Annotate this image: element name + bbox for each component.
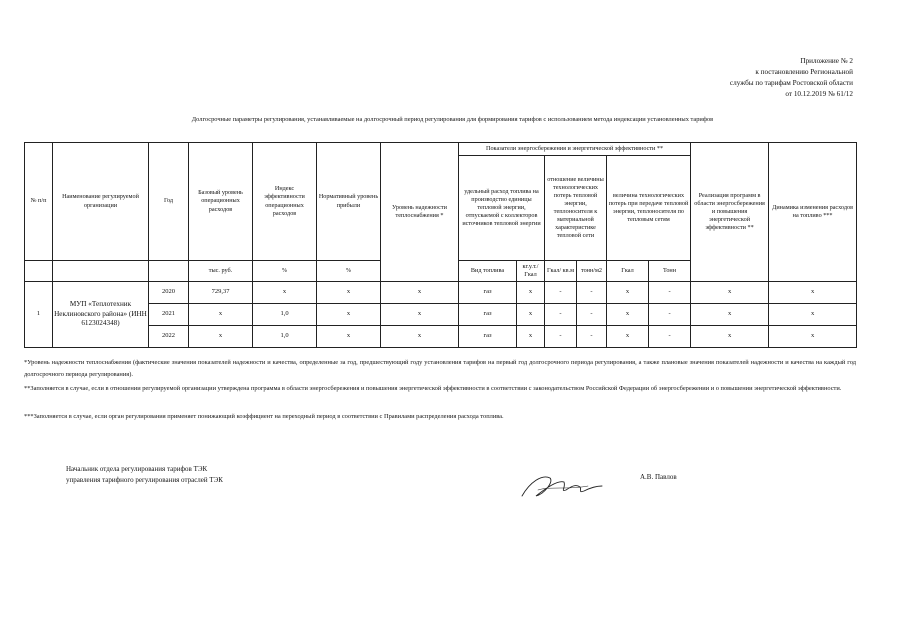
org-num: 1 bbox=[25, 282, 53, 348]
cell-fuel-rate: х bbox=[517, 304, 545, 326]
cell-loss-ratio-1: - bbox=[545, 282, 577, 304]
unit-blank bbox=[149, 261, 189, 282]
cell-loss-value-1: х bbox=[607, 326, 649, 348]
cell-programs: х bbox=[691, 282, 769, 304]
header-fuel-dynamics: Динамика изменения расходов на топливо *** bbox=[769, 143, 857, 282]
cell-index: х bbox=[253, 282, 317, 304]
cell-loss-ratio-1: - bbox=[545, 304, 577, 326]
cell-base: 729,37 bbox=[189, 282, 253, 304]
cell-fuel-rate: х bbox=[517, 282, 545, 304]
parameters-table bbox=[24, 142, 857, 348]
cell-dynamics: х bbox=[769, 304, 857, 326]
header-loss-value: величина технологических потерь при передаче тепловой энергии, теплоносителя по тепловым сетям bbox=[607, 156, 691, 261]
unit-loss-value-1: Гкал bbox=[607, 261, 649, 282]
header-base: Базовый уровень операционных расходов bbox=[189, 143, 253, 261]
cell-loss-value-1: х bbox=[607, 282, 649, 304]
handwritten-signature bbox=[516, 466, 606, 506]
cell-loss-value-2: - bbox=[649, 282, 691, 304]
cell-year: 2020 bbox=[149, 282, 189, 304]
cell-profit: х bbox=[317, 282, 381, 304]
unit-index: % bbox=[253, 261, 317, 282]
header-loss-ratio: отношение величины технологических потерь тепловой энергии, теплоносителя к материальной характеристике тепловой сети bbox=[545, 156, 607, 261]
signer-position-line: Начальник отдела регулирования тарифов ТЭК bbox=[66, 465, 208, 473]
cell-reliability: х bbox=[381, 282, 459, 304]
footnote-reliability: *Уровень надежности теплоснабжения (фактические значения показателей надежности и качества, определенные за год, предшествующий году установления тарифов на первый год долгосрочного периода регулирования, а также плановые значения показателей надежности и качества на каждый год долгосрочного периода регулирования). bbox=[24, 359, 856, 378]
footnote-fuel: ***Заполняется в случае, если орган регулирования применяет понижающий коэффициент на переходный период в соответствии с Правилами распределения расхода топлива. bbox=[24, 413, 504, 420]
cell-loss-value-2: - bbox=[649, 304, 691, 326]
header-profit: Нормативный уровень прибыли bbox=[317, 143, 381, 261]
unit-fuel-rate: кг.у.т./Гкал bbox=[517, 261, 545, 282]
cell-reliability: х bbox=[381, 304, 459, 326]
appendix-line: к постановлению Региональной bbox=[755, 68, 853, 76]
document-title: Долгосрочные параметры регулирования, устанавливаемые на долгосрочный период регулирования для формирования тарифов с использованием метода индексации установленных тарифов bbox=[191, 116, 714, 123]
cell-base: х bbox=[189, 304, 253, 326]
header-year: Год bbox=[149, 143, 189, 261]
table-row bbox=[25, 304, 857, 326]
cell-loss-ratio-1: - bbox=[545, 326, 577, 348]
header-num: № п/п bbox=[25, 143, 53, 261]
cell-loss-ratio-2: - bbox=[577, 304, 607, 326]
cell-fuel-rate: х bbox=[517, 326, 545, 348]
cell-fuel: газ bbox=[459, 282, 517, 304]
cell-year: 2022 bbox=[149, 326, 189, 348]
cell-loss-ratio-2: - bbox=[577, 326, 607, 348]
cell-index: 1,0 bbox=[253, 304, 317, 326]
appendix-line: от 10.12.2019 № 61/12 bbox=[785, 90, 853, 98]
cell-year: 2021 bbox=[149, 304, 189, 326]
cell-profit: х bbox=[317, 326, 381, 348]
cell-dynamics: х bbox=[769, 282, 857, 304]
signer-position-line: управления тарифного регулирования отраслей ТЭК bbox=[66, 476, 223, 484]
cell-base: х bbox=[189, 326, 253, 348]
unit-blank bbox=[25, 261, 53, 282]
header-index: Индекс эффективности операционных расходов bbox=[253, 143, 317, 261]
cell-loss-ratio-2: - bbox=[577, 282, 607, 304]
footnote-programs: **Заполняется в случае, если в отношении регулируемой организации утверждена программа в области энергосбережения и повышения энергетической эффективности в соответствии с законодательством Российской Федерации об энергосбережении и о повышении энергетической эффективности. bbox=[24, 385, 842, 392]
unit-profit: % bbox=[317, 261, 381, 282]
unit-blank bbox=[53, 261, 149, 282]
table-row bbox=[25, 326, 857, 348]
cell-index: 1,0 bbox=[253, 326, 317, 348]
cell-profit: х bbox=[317, 304, 381, 326]
table-row bbox=[25, 282, 857, 304]
header-reliability: Уровень надежности теплоснабжения * bbox=[381, 143, 459, 282]
org-name: МУП «Теплотехник Неклиновского района» (ИНН 6123024348) bbox=[53, 282, 149, 348]
signer-name: А.В. Павлов bbox=[640, 473, 677, 481]
signer-position bbox=[66, 464, 223, 486]
cell-programs: х bbox=[691, 326, 769, 348]
header-fuel-rate: удельный расход топлива на производство единицы тепловой энергии, отпускаемой с коллекторов источников тепловой энергии bbox=[459, 156, 545, 261]
unit-fuel-type: Вид топлива bbox=[459, 261, 517, 282]
unit-loss-ratio-1: Гкал/ кв.м bbox=[545, 261, 577, 282]
cell-loss-value-1: х bbox=[607, 304, 649, 326]
unit-base: тыс. руб. bbox=[189, 261, 253, 282]
unit-loss-value-2: Тонн bbox=[649, 261, 691, 282]
cell-fuel: газ bbox=[459, 304, 517, 326]
header-org: Наименование регулируемой организации bbox=[53, 143, 149, 261]
cell-reliability: х bbox=[381, 326, 459, 348]
appendix-line: службы по тарифам Ростовской области bbox=[729, 79, 853, 87]
cell-dynamics: х bbox=[769, 326, 857, 348]
unit-loss-ratio-2: тонн/м2 bbox=[577, 261, 607, 282]
header-programs: Реализация программ в области энергосбережения и повышения энергетической эффективности ** bbox=[691, 143, 769, 282]
appendix-block bbox=[613, 56, 853, 100]
cell-programs: х bbox=[691, 304, 769, 326]
header-energy-group: Показатели энергосбережения и энергетической эффективности ** bbox=[459, 143, 691, 156]
cell-loss-value-2: - bbox=[649, 326, 691, 348]
cell-fuel: газ bbox=[459, 326, 517, 348]
appendix-line: Приложение № 2 bbox=[800, 57, 853, 65]
